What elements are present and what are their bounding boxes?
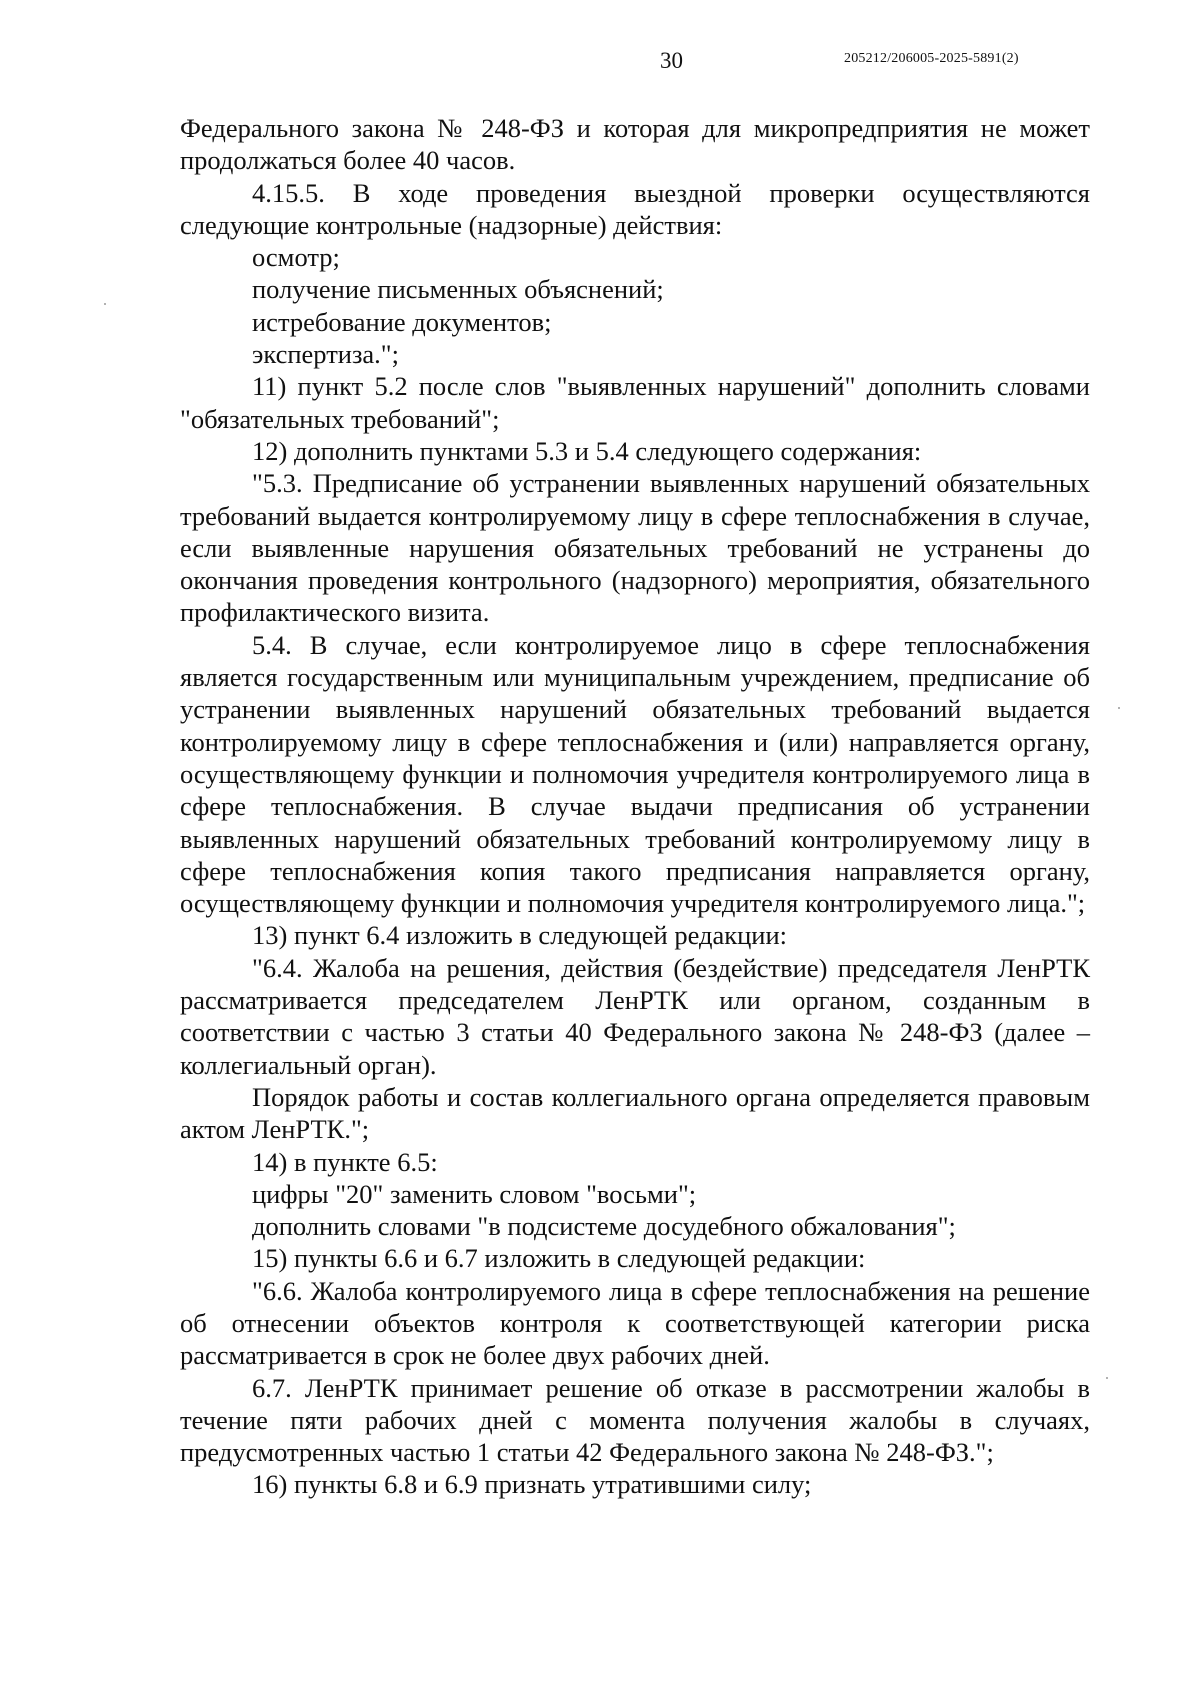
scan-speck (1106, 1377, 1108, 1379)
paragraph: "5.3. Предписание об устранении выявленных нарушений обязательных требований выдается контролируемому лицу в сфере теплоснабжения в случае, если выявленные нарушения обязательных требований не устранены до окончания проведения контрольного (надзорного) мероприятия, обязательного профилактического визита. (180, 468, 1090, 628)
page-number: 30 (660, 48, 683, 73)
paragraph: 4.15.5. В ходе проведения выездной проверки осуществляются следующие контрольные (надзорные) действия: (180, 177, 1090, 240)
paragraph: "6.6. Жалоба контролируемого лица в сфере теплоснабжения на решение об отнесении объектов контроля к соответствующей категории риска рассматривается в срок не более двух рабочих дней. (180, 1275, 1090, 1371)
list-item: цифры "20" заменить словом "восьми"; (252, 1178, 697, 1209)
scan-speck (1118, 707, 1120, 709)
paragraph: 14) в пункте 6.5: (252, 1146, 438, 1177)
list-item: получение письменных объяснений; (252, 274, 664, 305)
paragraph: 15) пункты 6.6 и 6.7 изложить в следующей редакции: (252, 1243, 866, 1274)
list-item: осмотр; (252, 242, 340, 273)
document-code: 205212/206005-2025-5891(2) (844, 51, 1019, 66)
paragraph: Порядок работы и состав коллегиального органа определяется правовым актом ЛенРТК."; (180, 1081, 1090, 1145)
paragraph: "6.4. Жалоба на решения, действия (бездействие) председателя ЛенРТК рассматривается председателем ЛенРТК или органом, созданным в соответствии с частью 3 статьи 40 Федерального закона № 248-ФЗ (далее – коллегиальный орган). (180, 952, 1090, 1080)
paragraph: 13) пункт 6.4 изложить в следующей редакции: (252, 920, 788, 951)
paragraph: 5.4. В случае, если контролируемое лицо в сфере теплоснабжения является государственным или муниципальным учреждением, предписание об устранении выявленных нарушений обязательных требований выдается контролируемому лицу в сфере теплоснабжения и (или) направляется органу, осуществляющему функции и полномочия учредителя контролируемого лица в сфере теплоснабжения. В случае выдачи предписания об устранении выявленных нарушений обязательных требований контролируемому лицу в сфере теплоснабжения копия такого предписания направляется органу, осуществляющему функции и полномочия учредителя контролируемого лица."; (180, 629, 1090, 919)
paragraph: 11) пункт 5.2 после слов "выявленных нарушений" дополнить словами "обязательных требований"; (180, 371, 1090, 434)
paragraph: 6.7. ЛенРТК принимает решение об отказе в рассмотрении жалобы в течение пяти рабочих дней с момента получения жалобы в случаях, предусмотренных частью 1 статьи 42 Федерального закона № 248-ФЗ."; (180, 1372, 1090, 1468)
paragraph: 16) пункты 6.8 и 6.9 признать утратившими силу; (252, 1469, 812, 1500)
scan-speck (104, 303, 106, 305)
list-item: экспертиза."; (252, 339, 399, 370)
document-body (180, 112, 1090, 1501)
paragraph: Федерального закона № 248-ФЗ и которая для микропредприятия не может продолжаться более 40 часов. (180, 113, 1090, 176)
list-item: дополнить словами "в подсистеме досудебного обжалования"; (252, 1211, 956, 1242)
list-item: истребование документов; (252, 306, 552, 337)
paragraph: 12) дополнить пунктами 5.3 и 5.4 следующего содержания: (252, 435, 922, 466)
